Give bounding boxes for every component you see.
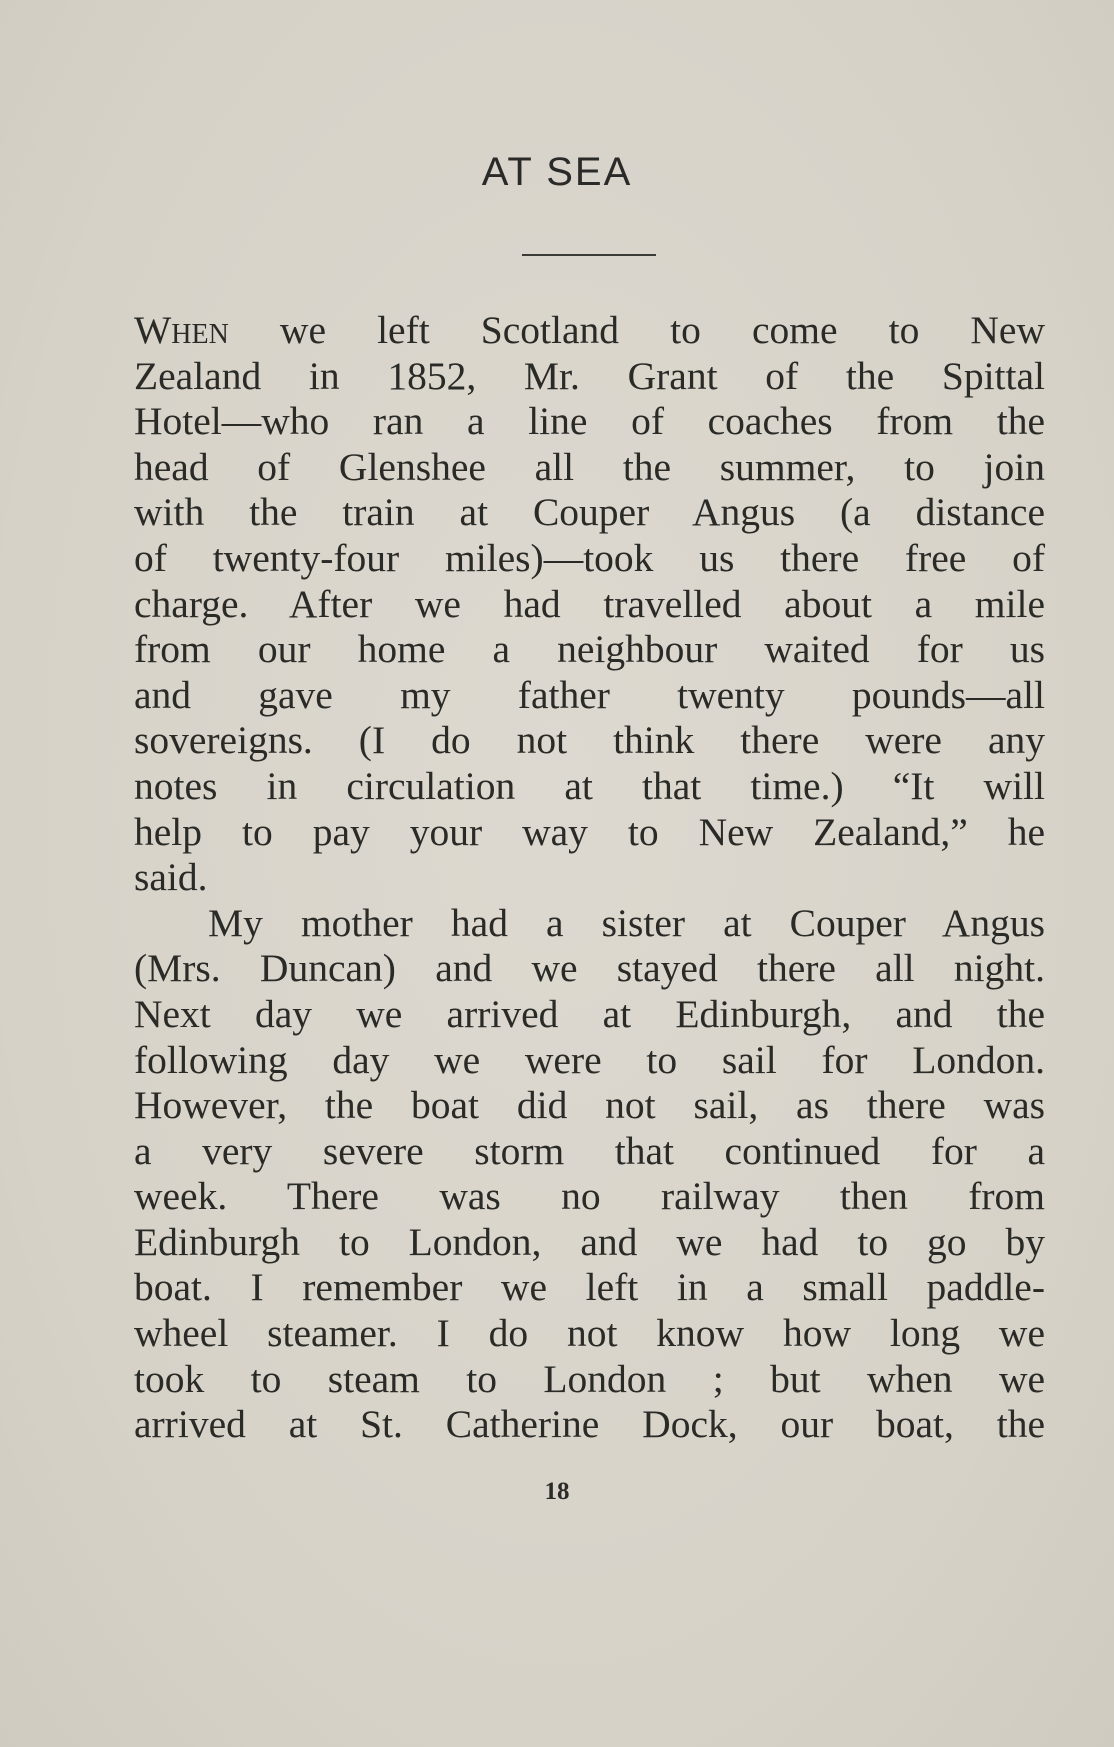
- text-line: wheel steamer. I do not know how long we: [134, 1311, 1045, 1356]
- text-line: charge. After we had travelled about a mile: [134, 581, 1045, 626]
- text-line: and gave my father twenty pounds—all: [134, 672, 1045, 717]
- text-line: boat. I remember we left in a small paddle-: [134, 1265, 1045, 1310]
- text-line: help to pay your way to New Zealand,” he: [134, 809, 1045, 854]
- text-line: Hotel—who ran a line of coaches from the: [134, 399, 1045, 444]
- text-line: head of Glenshee all the summer, to join: [134, 444, 1045, 489]
- text-line: from our home a neighbour waited for us: [134, 627, 1045, 672]
- page-number: 18: [544, 1478, 570, 1505]
- text-line: said.: [134, 855, 208, 900]
- text-line: Next day we arrived at Edinburgh, and the: [134, 991, 1045, 1036]
- text-line: Zealand in 1852, Mr. Grant of the Spittal: [134, 353, 1045, 398]
- text-line: a very severe storm that continued for a: [134, 1128, 1045, 1173]
- text-line: arrived at St. Catherine Dock, our boat, the: [134, 1402, 1045, 1447]
- text-line: sovereigns. (I do not think there were any: [134, 718, 1045, 763]
- text-line: following day we were to sail for London.: [134, 1037, 1045, 1082]
- drop-word: When: [134, 308, 229, 352]
- text-line: took to steam to London ; but when we: [134, 1356, 1045, 1401]
- text-line: Edinburgh to London, and we had to go by: [134, 1219, 1045, 1264]
- text-line: notes in circulation at that time.) “It will: [134, 763, 1045, 808]
- text-line: However, the boat did not sail, as there was: [134, 1083, 1045, 1128]
- text-line: with the train at Couper Angus (a distance: [134, 490, 1045, 535]
- text-line: of twenty-four miles)—took us there free of: [134, 535, 1045, 580]
- text-line: My mother had a sister at Couper Angus: [208, 900, 1045, 945]
- text-line: [134, 308, 1045, 354]
- title-rule: [522, 254, 656, 256]
- text-line: week. There was no railway then from: [134, 1174, 1045, 1219]
- body-text: [134, 308, 1045, 1448]
- line-text: we left Scotland to come to New: [228, 308, 1045, 352]
- text-line: (Mrs. Duncan) and we stayed there all night.: [134, 946, 1045, 991]
- chapter-title: AT SEA: [481, 150, 633, 194]
